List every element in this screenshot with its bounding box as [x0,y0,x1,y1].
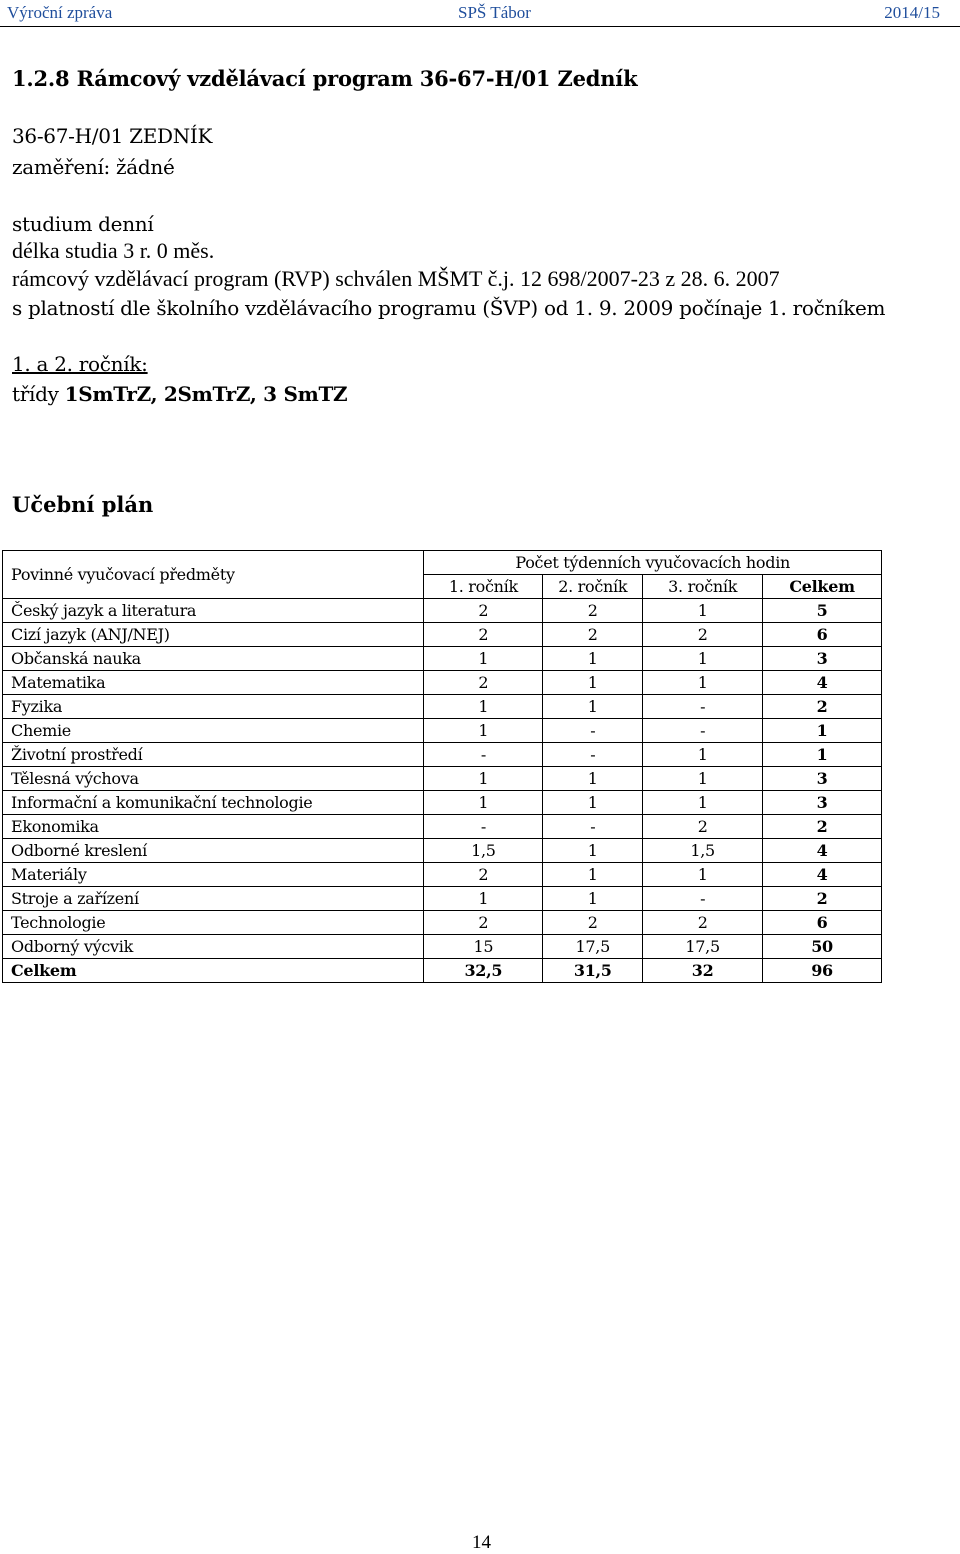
year2-cell: 1 [543,887,643,911]
year3-cell: 1 [643,599,763,623]
year2-cell: - [543,743,643,767]
year1-cell: 1,5 [424,839,543,863]
year3-cell: 2 [643,623,763,647]
year3-cell: 1 [643,863,763,887]
year1-cell: 2 [424,599,543,623]
year3-cell: 32 [643,959,763,983]
total-cell: 1 [763,719,882,743]
col-header-year2: 2. ročník [543,575,643,599]
classes-line [12,382,347,406]
table-row [3,839,882,863]
col-header-year3: 3. ročník [643,575,763,599]
year2-cell: - [543,719,643,743]
table-row [3,911,882,935]
subject-cell: Informační a komunikační technologie [3,791,424,815]
year3-cell: 1 [643,767,763,791]
total-cell: 5 [763,599,882,623]
subject-cell: Materiály [3,863,424,887]
subject-cell: Tělesná výchova [3,767,424,791]
year1-cell: 2 [424,863,543,887]
study-mode: studium denní [12,212,154,236]
table-row [3,791,882,815]
subject-header: Povinné vyučovací předměty [3,551,424,599]
col-header-year1: 1. ročník [424,575,543,599]
year2-cell: 1 [543,863,643,887]
total-cell: 3 [763,767,882,791]
subject-cell: Chemie [3,719,424,743]
year2-cell: 2 [543,623,643,647]
page-title: 1.2.8 Rámcový vzdělávací program 36-67-H/01 Zedník [12,66,638,91]
table-row [3,599,882,623]
subject-cell: Odborný výcvik [3,935,424,959]
table-row [3,743,882,767]
total-cell: 96 [763,959,882,983]
year2-cell: 1 [543,695,643,719]
year1-cell: - [424,743,543,767]
subject-cell: Technologie [3,911,424,935]
total-cell: 3 [763,791,882,815]
table-row [3,935,882,959]
year3-cell: 1 [643,791,763,815]
year3-cell: 1 [643,647,763,671]
table-row [3,767,882,791]
year2-cell: 1 [543,839,643,863]
year2-cell: 31,5 [543,959,643,983]
subject-cell: Ekonomika [3,815,424,839]
year2-cell: 2 [543,599,643,623]
table-row [3,671,882,695]
year1-cell: 2 [424,623,543,647]
total-cell: 6 [763,623,882,647]
header-left: Výroční zpráva [7,3,113,22]
curriculum-table [2,550,882,983]
total-cell: 2 [763,815,882,839]
year1-cell: 2 [424,671,543,695]
table-row [3,815,882,839]
table-total-row [3,959,882,983]
col-header-total: Celkem [763,575,882,599]
year1-cell: 1 [424,647,543,671]
subject-cell: Občanská nauka [3,647,424,671]
year3-cell: 1 [643,671,763,695]
year1-cell: 1 [424,719,543,743]
total-cell: 2 [763,887,882,911]
year2-cell: - [543,815,643,839]
subject-cell: Fyzika [3,695,424,719]
total-cell: 50 [763,935,882,959]
year2-cell: 1 [543,767,643,791]
code-line: 36-67-H/01 ZEDNÍK [12,124,213,148]
year1-cell: 1 [424,887,543,911]
total-cell: 3 [763,647,882,671]
year2-cell: 1 [543,671,643,695]
page-number: 14 [472,1532,491,1553]
year3-cell: 2 [643,815,763,839]
total-cell: 4 [763,863,882,887]
total-cell: 4 [763,839,882,863]
subject-cell: Stroje a zařízení [3,887,424,911]
header-center: SPŠ Tábor [458,3,531,22]
subject-cell: Životní prostředí [3,743,424,767]
classes-value: 1SmTrZ, 2SmTrZ, 3 SmTZ [64,382,348,406]
year3-cell: - [643,887,763,911]
focus-line: zaměření: žádné [12,155,175,179]
year1-cell: 15 [424,935,543,959]
table-header-row [3,551,882,575]
header-right: 2014/15 [884,3,940,22]
table-row [3,647,882,671]
table-row [3,863,882,887]
year3-cell: 17,5 [643,935,763,959]
group-header: Počet týdenních vyučovacích hodin [424,551,882,575]
svp-line: s platností dle školního vzdělávacího programu (ŠVP) od 1. 9. 2009 počínaje 1. ročníkem [12,296,886,320]
year2-cell: 1 [543,791,643,815]
total-cell: 2 [763,695,882,719]
page-header [0,0,960,27]
section-title: Učební plán [12,492,154,517]
year2-cell: 1 [543,647,643,671]
year1-cell: 32,5 [424,959,543,983]
year1-cell: 2 [424,911,543,935]
year3-cell: - [643,719,763,743]
classes-prefix: třídy [12,382,65,406]
year1-cell: - [424,815,543,839]
subject-cell: Matematika [3,671,424,695]
year1-cell: 1 [424,767,543,791]
study-length: délka studia 3 r. 0 měs. [12,238,215,263]
year1-cell: 1 [424,695,543,719]
total-cell: 1 [763,743,882,767]
table-row [3,887,882,911]
year3-cell: - [643,695,763,719]
subject-cell: Celkem [3,959,424,983]
total-cell: 6 [763,911,882,935]
year3-cell: 1,5 [643,839,763,863]
table-row [3,719,882,743]
years-heading: 1. a 2. ročník: [12,352,148,376]
table-row [3,623,882,647]
year2-cell: 17,5 [543,935,643,959]
rvp-line: rámcový vzdělávací program (RVP) schválen MŠMT č.j. 12 698/2007-23 z 28. 6. 2007 [12,266,780,291]
total-cell: 4 [763,671,882,695]
year3-cell: 1 [643,743,763,767]
subject-cell: Cizí jazyk (ANJ/NEJ) [3,623,424,647]
year1-cell: 1 [424,791,543,815]
year3-cell: 2 [643,911,763,935]
year2-cell: 2 [543,911,643,935]
subject-cell: Odborné kreslení [3,839,424,863]
subject-cell: Český jazyk a literatura [3,599,424,623]
table-row [3,695,882,719]
